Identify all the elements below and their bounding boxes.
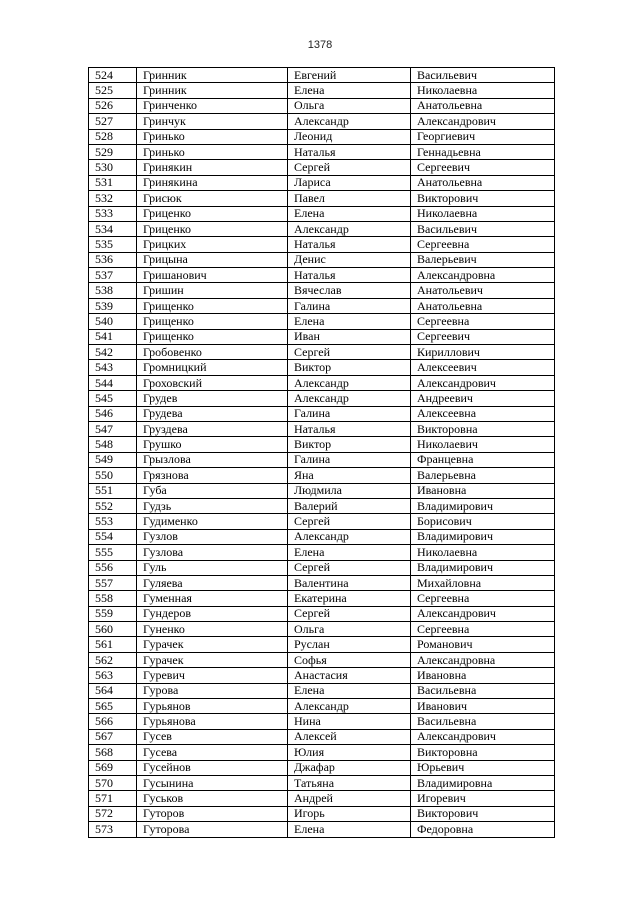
first-name-cell: Елена [288,822,411,837]
first-name-cell: Юлия [288,745,411,760]
table-row [89,560,555,575]
first-name-cell: Александр [288,221,411,236]
patronymic-cell: Александрович [411,729,555,744]
row-number-cell: 555 [89,545,137,560]
last-name-cell: Гузлова [137,545,288,560]
table-row [89,329,555,344]
first-name-cell: Виктор [288,437,411,452]
table-row [89,622,555,637]
patronymic-cell: Михайловна [411,575,555,590]
table-row [89,252,555,267]
table-row [89,606,555,621]
table-row [89,83,555,98]
first-name-cell: Анастасия [288,668,411,683]
table-row [89,345,555,360]
last-name-cell: Гуляева [137,575,288,590]
patronymic-cell: Александрович [411,114,555,129]
last-name-cell: Гуторова [137,822,288,837]
first-name-cell: Наталья [288,421,411,436]
last-name-cell: Гудименко [137,514,288,529]
first-name-cell: Руслан [288,637,411,652]
patronymic-cell: Валерьевна [411,468,555,483]
row-number-cell: 557 [89,575,137,590]
table-row [89,806,555,821]
patronymic-cell: Николаевич [411,437,555,452]
last-name-cell: Гринник [137,68,288,83]
first-name-cell: Александр [288,529,411,544]
table-row [89,575,555,590]
row-number-cell: 553 [89,514,137,529]
row-number-cell: 540 [89,314,137,329]
first-name-cell: Людмила [288,483,411,498]
last-name-cell: Грязнова [137,468,288,483]
patronymic-cell: Сергеевна [411,622,555,637]
first-name-cell: Елена [288,314,411,329]
last-name-cell: Гриценко [137,206,288,221]
row-number-cell: 567 [89,729,137,744]
table-row [89,652,555,667]
patronymic-cell: Александровна [411,268,555,283]
last-name-cell: Грищенко [137,298,288,313]
table-row [89,498,555,513]
table-row [89,421,555,436]
first-name-cell: Яна [288,468,411,483]
row-number-cell: 570 [89,775,137,790]
patronymic-cell: Кириллович [411,345,555,360]
row-number-cell: 531 [89,175,137,190]
first-name-cell: Павел [288,191,411,206]
first-name-cell: Александр [288,114,411,129]
patronymic-cell: Владимирович [411,529,555,544]
row-number-cell: 543 [89,360,137,375]
patronymic-cell: Викторовна [411,421,555,436]
patronymic-cell: Алексеевна [411,406,555,421]
last-name-cell: Гуменная [137,591,288,606]
patronymic-cell: Сергеевна [411,591,555,606]
table-row [89,775,555,790]
table-row [89,729,555,744]
first-name-cell: Галина [288,298,411,313]
patronymic-cell: Владимирович [411,498,555,513]
last-name-cell: Гуторов [137,806,288,821]
last-name-cell: Гурьянов [137,699,288,714]
first-name-cell: Галина [288,452,411,467]
row-number-cell: 558 [89,591,137,606]
row-number-cell: 527 [89,114,137,129]
row-number-cell: 526 [89,98,137,113]
row-number-cell: 568 [89,745,137,760]
table-row [89,822,555,837]
first-name-cell: Лариса [288,175,411,190]
row-number-cell: 548 [89,437,137,452]
table-row [89,129,555,144]
page-number: 1378 [307,39,333,51]
last-name-cell: Гринчук [137,114,288,129]
row-number-cell: 539 [89,298,137,313]
first-name-cell: Алексей [288,729,411,744]
last-name-cell: Гришин [137,283,288,298]
row-number-cell: 529 [89,144,137,159]
row-number-cell: 532 [89,191,137,206]
first-name-cell: Джафар [288,760,411,775]
table-row [89,637,555,652]
row-number-cell: 530 [89,160,137,175]
table-row [89,283,555,298]
table-row [89,68,555,83]
last-name-cell: Гуськов [137,791,288,806]
table-row [89,114,555,129]
table-row [89,683,555,698]
patronymic-cell: Анатольевна [411,298,555,313]
row-number-cell: 533 [89,206,137,221]
first-name-cell: Евгений [288,68,411,83]
patronymic-cell: Васильевна [411,683,555,698]
last-name-cell: Грищенко [137,329,288,344]
table-row [89,314,555,329]
patronymic-cell: Анатольевна [411,175,555,190]
patronymic-cell: Сергеевна [411,314,555,329]
last-name-cell: Гринник [137,83,288,98]
roster-table [88,67,555,838]
last-name-cell: Гусейнов [137,760,288,775]
row-number-cell: 549 [89,452,137,467]
table-row [89,221,555,236]
last-name-cell: Гринько [137,144,288,159]
first-name-cell: Денис [288,252,411,267]
first-name-cell: Елена [288,683,411,698]
last-name-cell: Гусева [137,745,288,760]
patronymic-cell: Юрьевич [411,760,555,775]
row-number-cell: 551 [89,483,137,498]
first-name-cell: Елена [288,206,411,221]
patronymic-cell: Александрович [411,606,555,621]
first-name-cell: Сергей [288,514,411,529]
patronymic-cell: Анатольевна [411,98,555,113]
row-number-cell: 566 [89,714,137,729]
patronymic-cell: Николаевна [411,545,555,560]
row-number-cell: 552 [89,498,137,513]
patronymic-cell: Викторовна [411,745,555,760]
table-row [89,175,555,190]
table-row [89,437,555,452]
table-row [89,468,555,483]
patronymic-cell: Викторович [411,806,555,821]
patronymic-cell: Николаевна [411,206,555,221]
last-name-cell: Грызлова [137,452,288,467]
first-name-cell: Татьяна [288,775,411,790]
patronymic-cell: Васильевич [411,68,555,83]
table-row [89,144,555,159]
row-number-cell: 563 [89,668,137,683]
last-name-cell: Гуль [137,560,288,575]
row-number-cell: 525 [89,83,137,98]
row-number-cell: 546 [89,406,137,421]
table-row [89,514,555,529]
table-row [89,406,555,421]
row-number-cell: 547 [89,421,137,436]
last-name-cell: Гуревич [137,668,288,683]
patronymic-cell: Сергеевич [411,329,555,344]
first-name-cell: Сергей [288,345,411,360]
last-name-cell: Гробовенко [137,345,288,360]
table-row [89,545,555,560]
row-number-cell: 524 [89,68,137,83]
patronymic-cell: Романович [411,637,555,652]
table-row [89,699,555,714]
last-name-cell: Грищенко [137,314,288,329]
first-name-cell: Александр [288,375,411,390]
row-number-cell: 535 [89,237,137,252]
row-number-cell: 538 [89,283,137,298]
last-name-cell: Груздева [137,421,288,436]
first-name-cell: Софья [288,652,411,667]
row-number-cell: 559 [89,606,137,621]
last-name-cell: Гундеров [137,606,288,621]
table-row [89,591,555,606]
patronymic-cell: Александровна [411,652,555,667]
last-name-cell: Грицких [137,237,288,252]
roster-body [89,68,555,838]
patronymic-cell: Васильевна [411,714,555,729]
last-name-cell: Гусынина [137,775,288,790]
last-name-cell: Грушко [137,437,288,452]
first-name-cell: Ольга [288,98,411,113]
last-name-cell: Гусев [137,729,288,744]
table-row [89,375,555,390]
row-number-cell: 542 [89,345,137,360]
table-row [89,529,555,544]
first-name-cell: Екатерина [288,591,411,606]
patronymic-cell: Геннадьевна [411,144,555,159]
first-name-cell: Нина [288,714,411,729]
first-name-cell: Наталья [288,237,411,252]
first-name-cell: Сергей [288,160,411,175]
row-number-cell: 534 [89,221,137,236]
row-number-cell: 556 [89,560,137,575]
row-number-cell: 562 [89,652,137,667]
first-name-cell: Валерий [288,498,411,513]
row-number-cell: 573 [89,822,137,837]
table-row [89,160,555,175]
patronymic-cell: Алексеевич [411,360,555,375]
row-number-cell: 536 [89,252,137,267]
row-number-cell: 565 [89,699,137,714]
first-name-cell: Сергей [288,606,411,621]
last-name-cell: Громницкий [137,360,288,375]
last-name-cell: Гудзь [137,498,288,513]
patronymic-cell: Борисович [411,514,555,529]
last-name-cell: Грудев [137,391,288,406]
last-name-cell: Грудева [137,406,288,421]
first-name-cell: Наталья [288,144,411,159]
first-name-cell: Андрей [288,791,411,806]
row-number-cell: 560 [89,622,137,637]
last-name-cell: Гринько [137,129,288,144]
patronymic-cell: Францевна [411,452,555,467]
row-number-cell: 550 [89,468,137,483]
first-name-cell: Леонид [288,129,411,144]
first-name-cell: Игорь [288,806,411,821]
last-name-cell: Гурьянова [137,714,288,729]
table-row [89,237,555,252]
last-name-cell: Гринякин [137,160,288,175]
first-name-cell: Галина [288,406,411,421]
row-number-cell: 541 [89,329,137,344]
table-row [89,760,555,775]
row-number-cell: 569 [89,760,137,775]
patronymic-cell: Васильевич [411,221,555,236]
table-row [89,714,555,729]
last-name-cell: Гурова [137,683,288,698]
table-row [89,98,555,113]
last-name-cell: Грисюк [137,191,288,206]
first-name-cell: Вячеслав [288,283,411,298]
patronymic-cell: Александрович [411,375,555,390]
table-row [89,298,555,313]
row-number-cell: 545 [89,391,137,406]
patronymic-cell: Анатольевич [411,283,555,298]
first-name-cell: Виктор [288,360,411,375]
table-row [89,745,555,760]
first-name-cell: Ольга [288,622,411,637]
patronymic-cell: Ивановна [411,483,555,498]
patronymic-cell: Сергеевна [411,237,555,252]
table-row [89,452,555,467]
last-name-cell: Гурачек [137,637,288,652]
table-row [89,268,555,283]
row-number-cell: 554 [89,529,137,544]
patronymic-cell: Владимировна [411,775,555,790]
row-number-cell: 564 [89,683,137,698]
patronymic-cell: Игоревич [411,791,555,806]
table-row [89,391,555,406]
row-number-cell: 528 [89,129,137,144]
row-number-cell: 571 [89,791,137,806]
table-row [89,191,555,206]
row-number-cell: 537 [89,268,137,283]
row-number-cell: 572 [89,806,137,821]
last-name-cell: Гриценко [137,221,288,236]
first-name-cell: Александр [288,391,411,406]
table-row [89,668,555,683]
last-name-cell: Гурачек [137,652,288,667]
patronymic-cell: Иванович [411,699,555,714]
table-row [89,791,555,806]
last-name-cell: Губа [137,483,288,498]
first-name-cell: Иван [288,329,411,344]
patronymic-cell: Андреевич [411,391,555,406]
patronymic-cell: Валерьевич [411,252,555,267]
last-name-cell: Гринякина [137,175,288,190]
table-row [89,483,555,498]
patronymic-cell: Георгиевич [411,129,555,144]
last-name-cell: Гришанович [137,268,288,283]
last-name-cell: Грицына [137,252,288,267]
first-name-cell: Александр [288,699,411,714]
last-name-cell: Гроховский [137,375,288,390]
last-name-cell: Гуненко [137,622,288,637]
patronymic-cell: Викторович [411,191,555,206]
first-name-cell: Наталья [288,268,411,283]
patronymic-cell: Федоровна [411,822,555,837]
table-row [89,206,555,221]
patronymic-cell: Николаевна [411,83,555,98]
row-number-cell: 544 [89,375,137,390]
first-name-cell: Валентина [288,575,411,590]
first-name-cell: Елена [288,83,411,98]
patronymic-cell: Владимирович [411,560,555,575]
last-name-cell: Гринченко [137,98,288,113]
last-name-cell: Гузлов [137,529,288,544]
patronymic-cell: Ивановна [411,668,555,683]
first-name-cell: Елена [288,545,411,560]
first-name-cell: Сергей [288,560,411,575]
table-row [89,360,555,375]
patronymic-cell: Сергеевич [411,160,555,175]
row-number-cell: 561 [89,637,137,652]
